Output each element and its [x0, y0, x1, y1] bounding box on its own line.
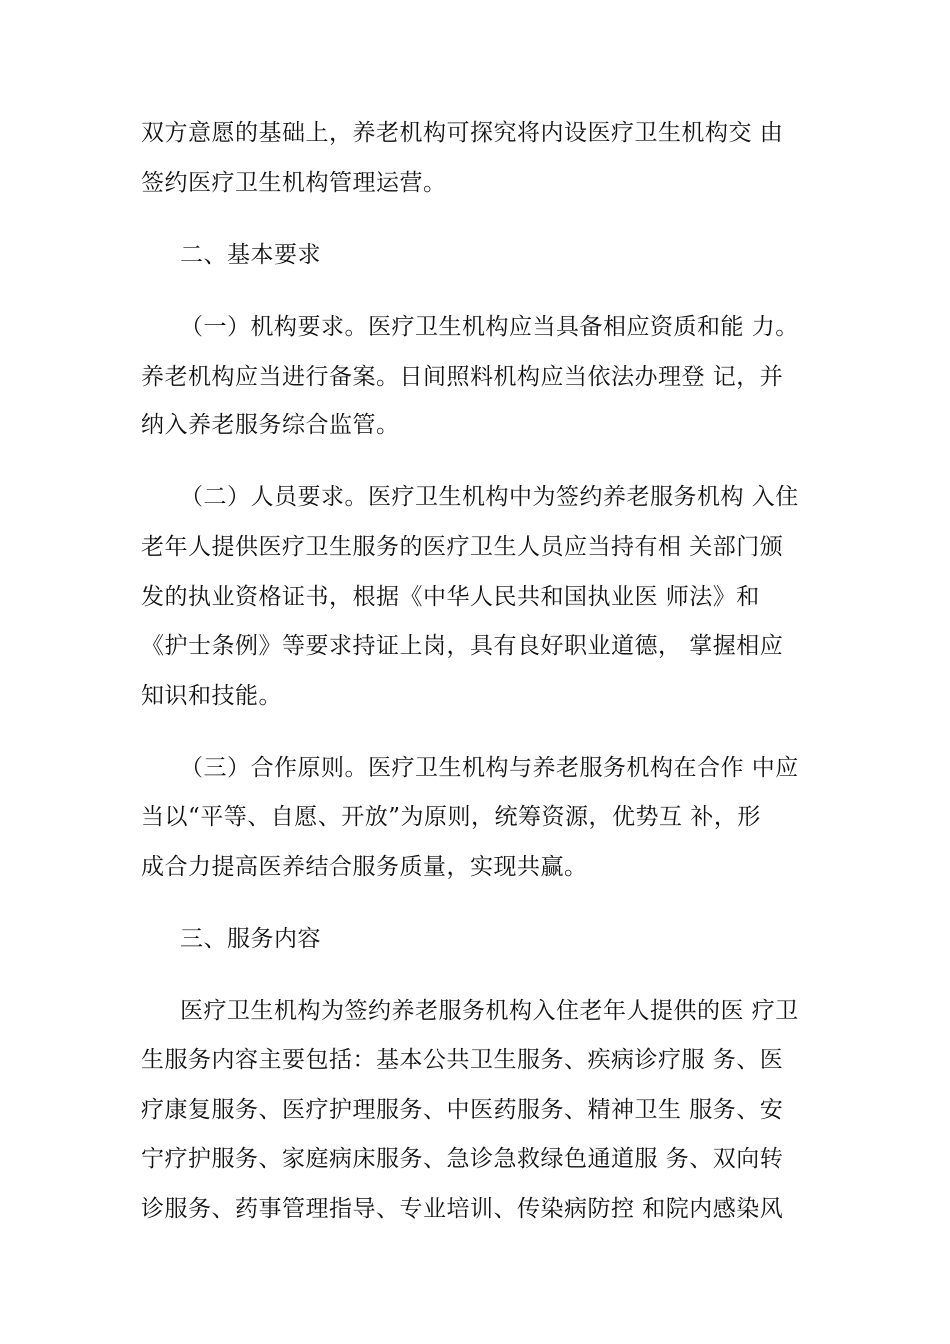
- paragraph-line: 疗康复服务、医疗护理服务、中医药服务、精神卫生 服务、安: [141, 1097, 784, 1123]
- paragraph-line: （一）机构要求。医疗卫生机构应当具备相应资质和能 力。: [180, 314, 799, 340]
- paragraph-line: 成合力提高医养结合服务质量，实现共赢。: [141, 854, 588, 880]
- paragraph-line: 签约医疗卫生机构管理运营。: [141, 170, 447, 196]
- paragraph-line: 《护士条例》等要求持证上岗，具有良好职业道德， 掌握相应: [141, 633, 784, 659]
- paragraph-line: 当以“平等、自愿、开放”为原则，统筹资源，优势互 补，形: [141, 804, 761, 830]
- paragraph-line: （二）人员要求。医疗卫生机构中为签约养老服务机构 入住: [180, 484, 799, 510]
- paragraph-line: 诊服务、药事管理指导、专业培训、传染病防控 和院内感染风: [141, 1196, 784, 1222]
- paragraph-line: 宁疗护服务、家庭病床服务、急诊急救绿色通道服 务、双向转: [141, 1146, 784, 1172]
- paragraph-line: 老年人提供医疗卫生服务的医疗卫生人员应当持有相 关部门颁: [141, 534, 784, 560]
- paragraph-line: 双方意愿的基础上，养老机构可探究将内设医疗卫生机构交 由: [141, 120, 784, 146]
- paragraph-line: 生服务内容主要包括：基本公共卫生服务、疾病诊疗服 务、医: [141, 1047, 784, 1073]
- paragraph-line: 发的执业资格证书，根据《中华人民共和国执业医 师法》和: [141, 584, 760, 610]
- section-heading: 二、基本要求: [180, 242, 321, 268]
- section-heading: 三、服务内容: [180, 926, 321, 952]
- paragraph-line: 医疗卫生机构为签约养老服务机构入住老年人提供的医 疗卫: [180, 998, 799, 1024]
- paragraph-line: 纳入养老服务综合监管。: [141, 412, 400, 438]
- paragraph-line: （三）合作原则。医疗卫生机构与养老服务机构在合作 中应: [180, 755, 799, 781]
- paragraph-line: 知识和技能。: [141, 683, 282, 709]
- paragraph-line: 养老机构应当进行备案。日间照料机构应当依法办理登 记，并: [141, 364, 784, 390]
